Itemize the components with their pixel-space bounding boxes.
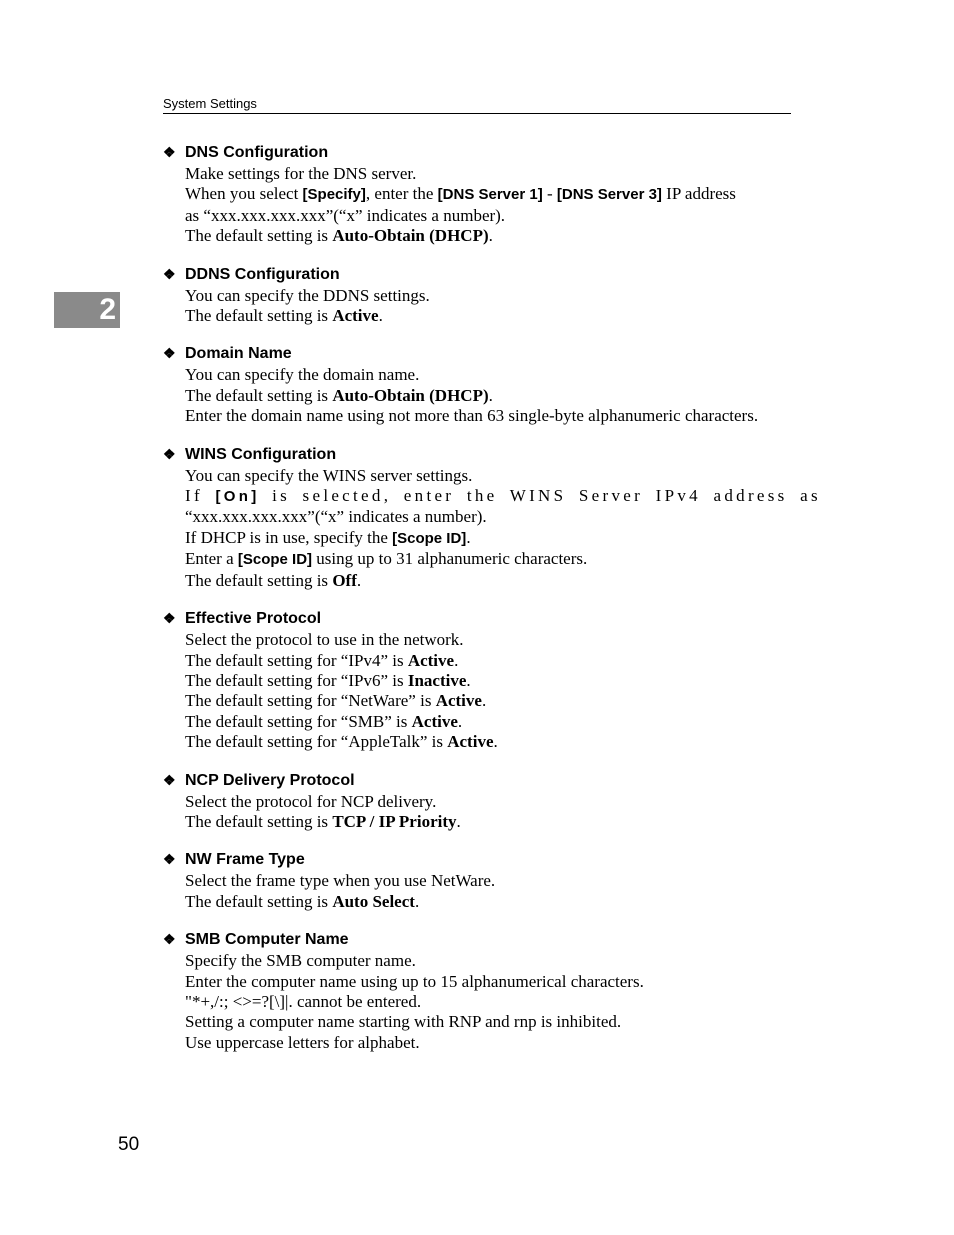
default-value: Inactive xyxy=(407,670,467,690)
page-number: 50 xyxy=(118,1134,140,1155)
section-body xyxy=(185,365,791,426)
body-line: You can specify the WINS server settings. xyxy=(185,465,473,485)
key-label-scope-id: [Scope ID] xyxy=(237,551,313,569)
line-text: . xyxy=(456,811,461,831)
diamond-bullet-icon: ❖ xyxy=(163,851,176,868)
body-line: "*+,/:; <>=?[\]|. cannot be entered. xyxy=(185,991,422,1011)
default-value: TCP / IP Priority xyxy=(332,811,457,831)
section-title: DNS Configuration xyxy=(185,144,329,161)
section-body xyxy=(185,951,791,1053)
line-text: - xyxy=(542,184,557,204)
section-heading xyxy=(163,342,791,365)
section-title: DDNS Configuration xyxy=(185,265,340,283)
line-text: The default setting for “IPv4” is xyxy=(185,650,408,670)
body-line xyxy=(185,671,791,691)
diamond-bullet-icon: ❖ xyxy=(163,345,176,362)
line-text: The default setting is xyxy=(185,306,333,326)
line-text: The default setting is xyxy=(185,226,333,246)
default-value: Active xyxy=(435,691,482,711)
body-line xyxy=(185,691,791,711)
body-line: “xxx.xxx.xxx.xxx”(“x” indicates a number). xyxy=(185,507,487,527)
section-wins-configuration xyxy=(163,443,821,591)
diamond-bullet-icon: ❖ xyxy=(163,931,176,948)
section-nw-frame-type xyxy=(163,848,791,912)
section-body xyxy=(185,871,791,912)
default-value: Auto-Obtain (DHCP) xyxy=(332,226,489,246)
line-text: . xyxy=(414,891,420,911)
default-value: Active xyxy=(447,732,494,752)
section-smb-computer-name xyxy=(163,928,791,1053)
body-line: Enter the domain name using not more than 63 single-byte alphanumeric characters. xyxy=(185,406,759,426)
line-text: , enter the xyxy=(365,184,438,204)
body-line: Select the protocol for NCP delivery. xyxy=(185,791,437,811)
line-text: If xyxy=(185,486,216,506)
section-heading xyxy=(163,607,791,630)
body-line: Select the protocol to use in the network. xyxy=(185,630,464,650)
body-line xyxy=(185,306,791,326)
line-text: The default setting is xyxy=(185,811,333,831)
line-text: . xyxy=(356,570,362,590)
line-text: . xyxy=(454,650,459,670)
body-line xyxy=(185,528,791,549)
section-dns-configuration xyxy=(163,141,791,247)
section-heading xyxy=(163,769,791,792)
default-value: Active xyxy=(411,711,458,731)
section-domain-name xyxy=(163,342,791,426)
key-label-on: [On] xyxy=(215,488,260,506)
line-text: . xyxy=(378,306,383,326)
default-value: Off xyxy=(332,570,357,590)
line-text: . xyxy=(481,691,487,711)
body-line xyxy=(185,732,791,752)
line-text: If DHCP is in use, specify the xyxy=(185,527,393,547)
diamond-bullet-icon: ❖ xyxy=(163,445,176,462)
section-effective-protocol xyxy=(163,607,791,752)
body-line xyxy=(185,549,791,570)
key-label-specify: [Specify] xyxy=(302,186,366,204)
line-text: The default setting is xyxy=(185,385,333,405)
line-text: . xyxy=(466,527,471,547)
body-line: Specify the SMB computer name. xyxy=(185,951,416,971)
section-body xyxy=(185,286,791,327)
body-line: Use uppercase letters for alphabet. xyxy=(185,1032,420,1052)
line-text: The default setting for “SMB” is xyxy=(185,711,412,731)
diamond-bullet-icon: ❖ xyxy=(163,771,176,788)
body-line: Setting a computer name starting with RNP and rnp is inhibited. xyxy=(185,1012,622,1032)
body-line xyxy=(185,651,791,671)
section-title: WINS Configuration xyxy=(185,445,337,463)
key-label-scope-id: [Scope ID] xyxy=(392,529,467,547)
section-heading xyxy=(163,928,791,951)
section-ncp-delivery-protocol xyxy=(163,769,791,833)
running-header: System Settings xyxy=(163,96,791,114)
section-ddns-configuration xyxy=(163,263,791,327)
line-text: The default setting for “IPv6” is xyxy=(185,670,408,690)
section-title: NCP Delivery Protocol xyxy=(185,771,355,789)
body-line: You can specify the domain name. xyxy=(185,365,420,385)
section-body xyxy=(185,792,791,833)
body-line: Select the frame type when you use NetWare. xyxy=(185,871,496,891)
diamond-bullet-icon: ❖ xyxy=(163,144,176,160)
line-text: . xyxy=(488,226,493,246)
chapter-tab: 2 xyxy=(54,292,120,328)
body-line xyxy=(185,226,791,246)
diamond-bullet-icon: ❖ xyxy=(163,265,176,282)
body-line xyxy=(185,184,791,205)
section-title: NW Frame Type xyxy=(185,851,305,869)
key-label-dns-server-3: [DNS Server 3] xyxy=(556,186,662,204)
section-body xyxy=(185,630,791,752)
section-title: SMB Computer Name xyxy=(185,931,349,949)
key-label-dns-server-1: [DNS Server 1] xyxy=(437,186,543,204)
default-value: Auto Select xyxy=(332,891,415,911)
section-body xyxy=(185,465,821,591)
line-text: is selected, enter the WINS Server IPv4 address as xyxy=(259,486,821,506)
body-line xyxy=(185,486,821,507)
line-text: When you select xyxy=(185,184,303,204)
section-body xyxy=(185,164,791,247)
line-text: IP address xyxy=(661,184,736,204)
body-line xyxy=(185,812,791,832)
section-title: Effective Protocol xyxy=(185,610,322,628)
body-line xyxy=(185,892,791,912)
line-text: The default setting for “AppleTalk” is xyxy=(185,732,448,752)
body-line: Make settings for the DNS server. xyxy=(185,164,417,183)
section-heading xyxy=(163,263,791,286)
body-line xyxy=(185,571,791,591)
line-text: Enter a xyxy=(185,549,238,569)
default-value: Active xyxy=(332,306,379,326)
document-content xyxy=(163,141,821,1069)
line-text: The default setting for “NetWare” is xyxy=(185,691,436,711)
line-text: using up to 31 alphanumeric characters. xyxy=(312,549,588,569)
line-text: . xyxy=(493,732,498,752)
line-text: The default setting is xyxy=(185,570,333,590)
section-heading xyxy=(163,443,791,466)
section-heading xyxy=(163,141,791,164)
section-title: Domain Name xyxy=(185,345,292,363)
body-line xyxy=(185,386,791,406)
default-value: Active xyxy=(407,650,455,670)
line-text: . xyxy=(488,385,493,405)
section-heading xyxy=(163,848,791,871)
line-text: . xyxy=(466,670,471,690)
line-text: The default setting is xyxy=(185,891,333,911)
body-line xyxy=(185,712,791,732)
default-value: Auto-Obtain (DHCP) xyxy=(332,385,489,405)
body-line: Enter the computer name using up to 15 alphanumerical characters. xyxy=(185,971,644,991)
body-line: as “xxx.xxx.xxx.xxx”(“x” indicates a number). xyxy=(185,205,506,225)
diamond-bullet-icon: ❖ xyxy=(163,610,176,627)
body-line: You can specify the DDNS settings. xyxy=(185,285,430,305)
line-text: . xyxy=(457,711,463,731)
